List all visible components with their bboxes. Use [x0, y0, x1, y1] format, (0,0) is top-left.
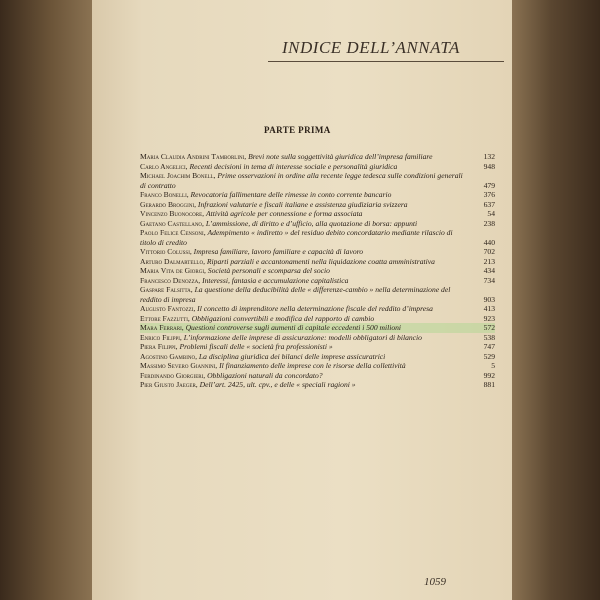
index-entry	[140, 219, 495, 229]
entry-page: 5	[491, 361, 495, 370]
entry-author: Francesco Denozza,	[140, 275, 201, 285]
entry-author: Gaetano Castellano,	[140, 218, 204, 228]
entry-page: 529	[483, 351, 495, 361]
entry-page: 903	[483, 294, 495, 304]
entry-title: Impresa familiare, lavoro familiare e capacità di lavoro	[193, 247, 364, 256]
entry-page: 948	[483, 161, 495, 171]
entry-page: 702	[483, 247, 495, 256]
entry-author: Agostino Gambino,	[140, 351, 197, 361]
index-entry	[140, 314, 495, 324]
entry-title: L’informazione delle imprese di assicurazione: modelli obbligatori di bilancio	[183, 332, 422, 342]
entry-page: 434	[483, 266, 495, 275]
entry-page: 637	[483, 199, 495, 209]
entry-title: Infrazioni valutarie e fiscali italiane e assistenza giudiziaria svizzera	[197, 199, 408, 209]
index-entry	[140, 247, 495, 257]
entry-author: Michael Joachim Bonell,	[140, 171, 216, 180]
entry-author: Maria Claudia Andrini Tamborlini,	[140, 152, 247, 161]
entry-author: Piera Filippi,	[140, 342, 178, 351]
entry-page: 376	[483, 190, 495, 199]
index-entry	[140, 209, 495, 219]
entry-author: Gaspare Falsitta,	[140, 285, 193, 294]
entry-page: 413	[483, 304, 495, 313]
entry-page: 734	[483, 275, 495, 285]
entry-author: Maria Vita de Giorgi,	[140, 266, 206, 275]
index-entry	[140, 257, 495, 267]
index-entry	[140, 171, 495, 190]
entry-author: Vittorio Colussi,	[140, 247, 192, 256]
entry-author: Franco Bonelli,	[140, 190, 189, 199]
entry-title: Il concetto di imprenditore nella determinazione fiscale del reddito d’impresa	[197, 304, 433, 313]
entry-author: Carlo Angelici,	[140, 161, 188, 171]
entry-page: 213	[483, 256, 495, 266]
entry-author: Ferdinando Giorgieri,	[140, 370, 206, 380]
entry-author: Pier Giusto Jaeger,	[140, 380, 198, 389]
entry-author: Paolo Felice Censoni,	[140, 228, 206, 237]
entry-title: Dell’art. 2425, ult. cpv., e delle « speciali ragioni »	[199, 380, 356, 389]
entry-title: Attività agricole per connessione e forma associata	[205, 209, 363, 218]
entry-title: Il finanziamento delle imprese con le risorse della collettività	[219, 361, 406, 370]
entry-title: Società personali e scomparsa del socio	[207, 266, 330, 275]
index-entry-highlighted	[140, 323, 495, 333]
title-rule	[268, 61, 504, 62]
entry-author: Mara Ferrari,	[140, 323, 184, 332]
entry-title: La disciplina giuridica dei bilanci delle imprese assicuratrici	[198, 351, 386, 361]
entry-author: Augusto Fantozzi,	[140, 304, 196, 313]
entry-author: Enrico Filippi,	[140, 332, 182, 342]
index-entry	[140, 380, 495, 390]
entry-title: Prime osservazioni in ordine alla recente legge tedesca sulle condizioni generali di contratto	[140, 171, 463, 190]
entry-title: La questione della deducibilità delle « differenze-cambio » nella determinazione del reddito di impresa	[140, 285, 451, 304]
entry-author: Massimo Severo Giannini,	[140, 361, 218, 370]
index-entry	[140, 352, 495, 362]
entry-title: Obbligazioni naturali da concordato?	[207, 370, 323, 380]
index-entry	[140, 162, 495, 172]
entry-page: 747	[483, 342, 495, 351]
entry-page: 132	[483, 152, 495, 161]
entry-page: 923	[483, 313, 495, 323]
index-entry	[140, 361, 495, 371]
index-entry	[140, 190, 495, 200]
entry-title: Questioni controverse sugli aumenti di capitale eccedenti i 500 milioni	[185, 323, 402, 332]
index-list	[140, 152, 495, 390]
page-title: INDICE DELL’ANNATA	[282, 38, 460, 57]
index-entry	[140, 228, 495, 247]
entry-title: L’ammissione, di diritto e d’ufficio, alla quotazione di borsa: appunti	[205, 218, 418, 228]
book-left-edge	[0, 0, 92, 600]
entry-page: 54	[487, 209, 495, 218]
entry-title: Brevi note sulla soggettività giuridica dell’impresa familiare	[248, 152, 433, 161]
index-entry	[140, 276, 495, 286]
book-page	[92, 0, 512, 600]
entry-author: Arturo Dalmartello,	[140, 256, 205, 266]
entry-title: Revocatoria fallimentare delle rimesse in conto corrente bancario	[190, 190, 392, 199]
entry-title: Riparti parziali e accantonamenti nella liquidazione coatta amministrativa	[206, 256, 435, 266]
entry-page: 440	[483, 237, 495, 247]
index-entry	[140, 342, 495, 352]
index-entry	[140, 371, 495, 381]
entry-title: Problemi fiscali delle « società fra professionisti »	[179, 342, 333, 351]
index-entry	[140, 200, 495, 210]
page-number: 1059	[424, 576, 446, 588]
entry-author: Vincenzo Buonocore,	[140, 209, 205, 218]
entry-page: 572	[483, 323, 495, 332]
index-entry	[140, 152, 495, 162]
entry-page: 538	[483, 332, 495, 342]
entry-author: Ettore Fazzutti,	[140, 313, 190, 323]
entry-page: 881	[483, 380, 495, 389]
entry-page: 238	[483, 218, 495, 228]
index-entry	[140, 285, 495, 304]
entry-title: Recenti decisioni in tema di interesse sociale e personalità giuridica	[189, 161, 398, 171]
entry-author: Gerardo Broggini,	[140, 199, 197, 209]
index-entry	[140, 333, 495, 343]
entry-page: 992	[483, 370, 495, 380]
book-right-edge	[512, 0, 600, 600]
entry-title: Obbligazioni convertibili e modifica del rapporto di cambio	[191, 313, 375, 323]
entry-title: Interessi, fantasia e accumulazione capitalistica	[202, 275, 349, 285]
index-entry	[140, 266, 495, 276]
section-title: PARTE PRIMA	[264, 125, 331, 135]
entry-title: Adempimento « indiretto » del residuo debito concordatario mediante rilascio di titolo di credito	[140, 228, 453, 247]
index-entry	[140, 304, 495, 314]
entry-page: 479	[483, 180, 495, 190]
